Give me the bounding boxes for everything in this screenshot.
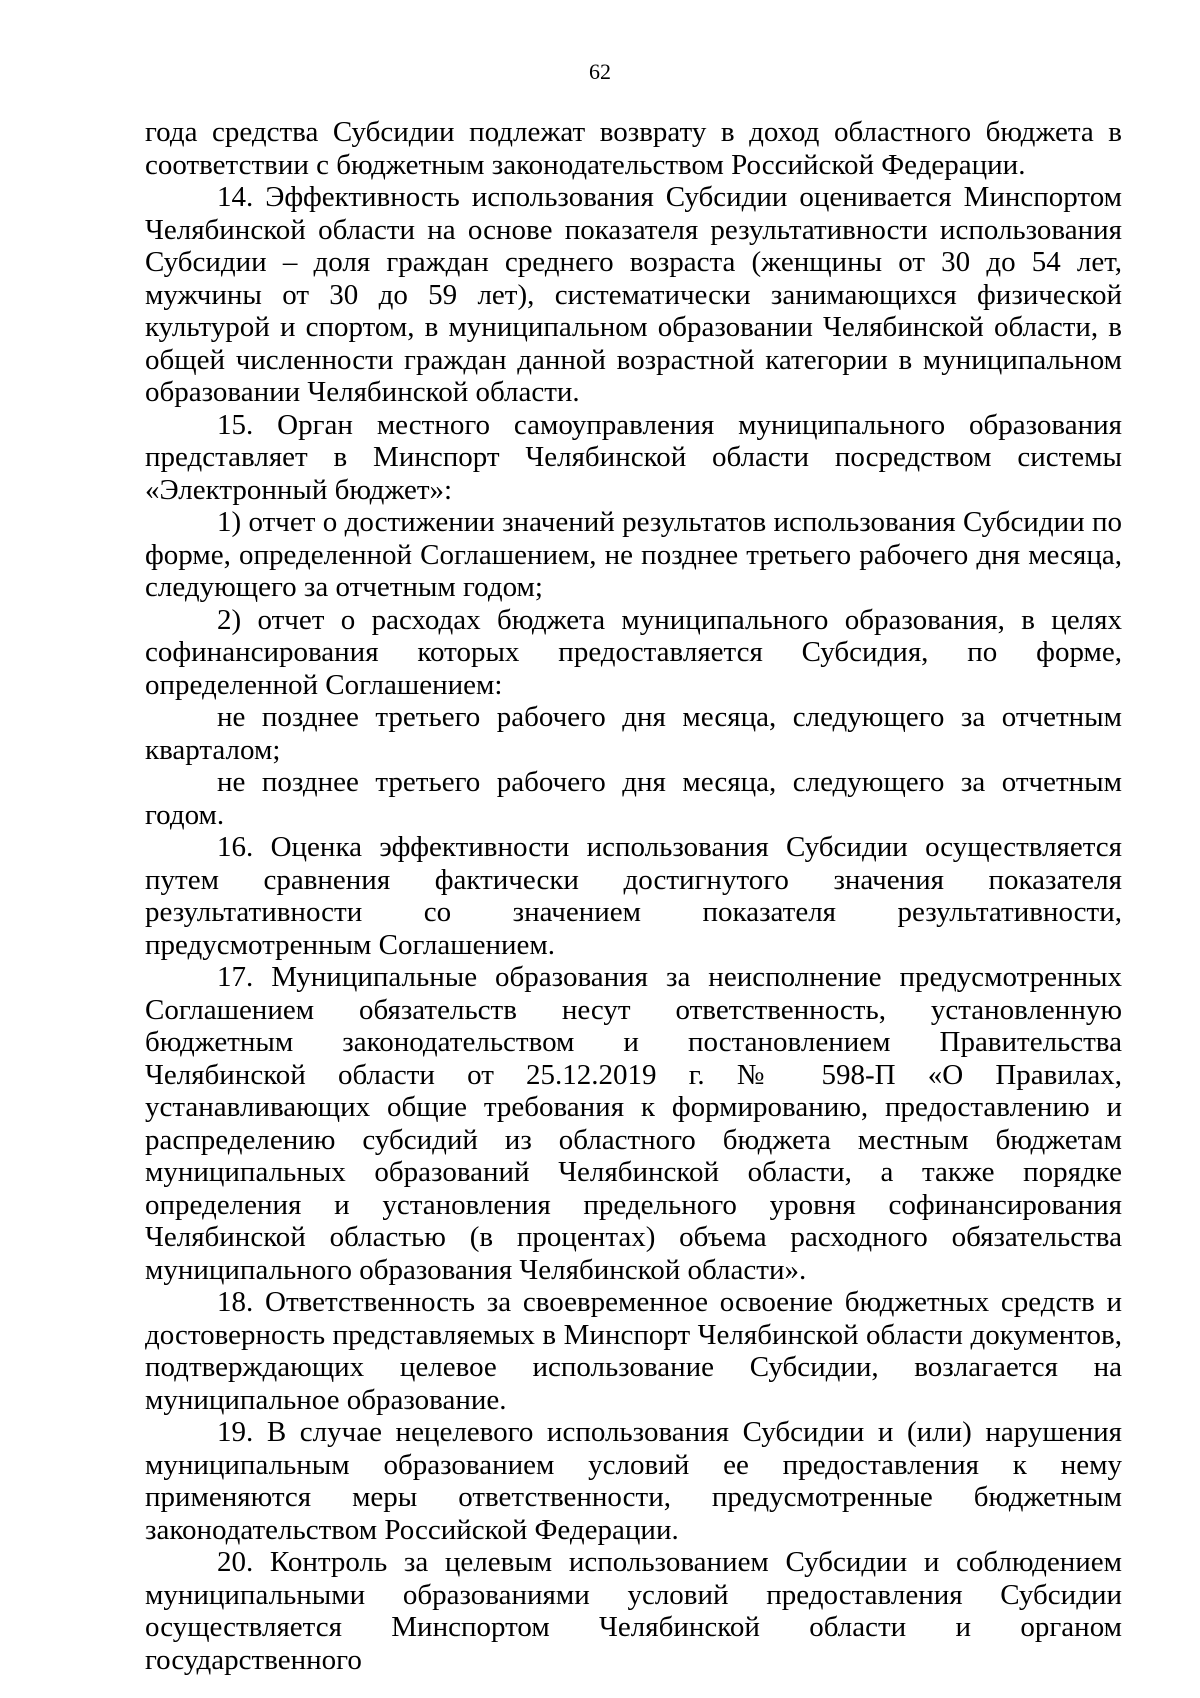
paragraph-item-20: 20. Контроль за целевым использованием Субсидии и соблюдением муниципальными образованиями условий предоставления Субсидии осуществляется Минспортом Челябинской области и органом государственного [145, 1546, 1122, 1676]
paragraph-item-18: 18. Ответственность за своевременное освоение бюджетных средств и достоверность представляемых в Минспорт Челябинской области документов, подтверждающих целевое использование Субсидии, возлагается на муниципальное образование. [145, 1286, 1122, 1416]
paragraph-item-15: 15. Орган местного самоуправления муниципального образования представляет в Минспорт Челябинской области посредством системы «Электронный бюджет»: [145, 408, 1122, 506]
paragraph-item-15-2-yearly: не позднее третьего рабочего дня месяца, следующего за отчетным годом. [145, 766, 1122, 831]
paragraph-item-17: 17. Муниципальные образования за неисполнение предусмотренных Соглашением обязательств несут ответственность, установленную бюджетным законодательством и постановлением Правительства Челябинской области от 25.12.2019 г. № 598-П «О Правилах, устанавливающих общие требования к формированию, предоставлению и распределению субсидий из областного бюджета местным бюджетам муниципальных образований Челябинской области, а также порядке определения и установления предельного уровня софинансирования Челябинской областью (в процентах) объема расходного обязательства муниципального образования Челябинской области». [145, 961, 1122, 1286]
paragraph-item-15-1: 1) отчет о достижении значений результатов использования Субсидии по форме, определенной Соглашением, не позднее третьего рабочего дня месяца, следующего за отчетным годом; [145, 506, 1122, 603]
paragraph-item-19: 19. В случае нецелевого использования Субсидии и (или) нарушения муниципальным образованием условий ее предоставления к нему применяются меры ответственности, предусмотренные бюджетным законодательством Российской Федерации. [145, 1416, 1122, 1546]
paragraph-item-15-2: 2) отчет о расходах бюджета муниципального образования, в целях софинансирования которых предоставляется Субсидия, по форме, определенной Соглашением: [145, 603, 1122, 701]
paragraph-item-16: 16. Оценка эффективности использования Субсидии осуществляется путем сравнения фактически достигнутого значения показателя результативности со значением показателя результативности, предусмотренным Соглашением. [145, 831, 1122, 961]
paragraph-item-15-2-quarterly: не позднее третьего рабочего дня месяца, следующего за отчетным кварталом; [145, 701, 1122, 766]
paragraph-item-14: 14. Эффективность использования Субсидии оценивается Минспортом Челябинской области на основе показателя результативности использования Субсидии – доля граждан среднего возраста (женщины от 30 до 54 лет, мужчины от 30 до 59 лет), систематически занимающихся физической культурой и спортом, в муниципальном образовании Челябинской области, в общей численности граждан данной возрастной категории в муниципальном образовании Челябинской области. [145, 181, 1122, 408]
paragraph-continuation: года средства Субсидии подлежат возврату в доход областного бюджета в соответствии с бюджетным законодательством Российской Федерации. [145, 116, 1122, 181]
document-body [145, 116, 1122, 1676]
page-number: 62 [589, 59, 611, 84]
